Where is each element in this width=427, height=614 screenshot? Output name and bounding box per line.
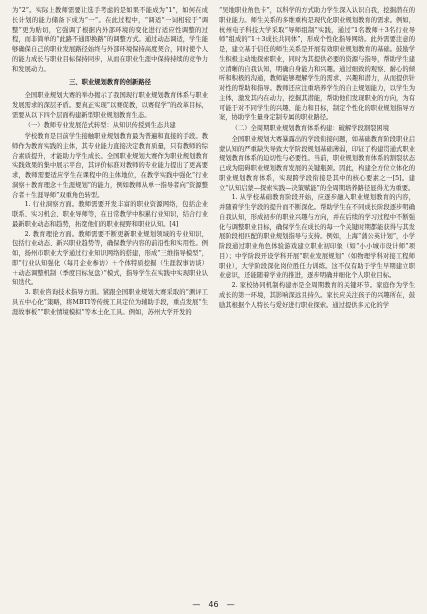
dash-left: — [192, 600, 201, 610]
left-column [12, 6, 208, 586]
right-column [219, 6, 415, 586]
paragraph: 为“2”。实际上教师需要让选手考虑的是如果不能成为“1”，如何在成长计划的能力储备下成为“一”。在此过程中，“调适”一词相较于“调整”更为贴切，它强调了根据内外部环境的变化进行适应性调整的过程，而非简单的“此路不通即换路”的调整方式。通过动态调适，学生能够确保自己的职业发展路径始终与外部环境保持高度契合，同时使个人的能力成长与职业目标保持同步，从而在职业生涯中保持持续的竞争力和发展动力。 [12, 7, 208, 73]
list-item: 3. 职业咨询技术指导方面。紧跟全国职业规划大赛采取的“测评工具五中心化”策略，将MBTI等传统工具定位为辅助手段，重点发展“生涯故事板”“职业情境模拟”等本土化工具。例如，苏州大学开发的 [12, 289, 208, 316]
page-number [0, 600, 427, 610]
two-column-body [12, 6, 415, 586]
dash-right: — [226, 600, 235, 610]
list-item: 1. 从学校基础教育阶段开始，应逐步融入职业规划教育的内容，并随着学生学段的提升而不断深化。帮助学生在不同成长阶段逐步明确自我认知，形成初步的职业兴趣与方向，并在后续的学习过程中不断强化与调整职业目标，确保学生在成长的每一个关键时期都能获得与其发展阶段相匹配的职业规划指导与支持。例如，上海“蒲公英计划”，小学阶段通过职业角色体验游戏建立职业初印象（如“小小城市设计师”项目）；中学阶段开设学科开展“职业发展规划”（如物理学科对接工程师职业），大学阶段深化岗位胜任力训练。这不仅有助于学生早期建立职业意识，还能随着学业的推进，逐步明确并细化个人职业目标。 [219, 194, 415, 280]
list-item: 2. 教育理论方面。教师需要不断更新职业规划领域的专业知识，包括行业动态、新兴职业趋势等，确保教学内容的前沿性和实用性。例如，扬州市职业大学通过行业知识网络的搭建，形成“三维指导模型”，即“行业认知强化（每月企业参访）＋个体特质挖掘（生涯叙事访谈）＋动态调整机制（季度目标复盘）”模式，指导学生在实践中实现职业认知迭代。 [12, 230, 208, 287]
subsection-heading: （二）全周期职业规划教育体系构建：破解学段割裂困境 [231, 125, 390, 132]
page-number-value: 46 [208, 600, 219, 610]
paragraph: “吴地职业角色卡”，以科学的方式助力学生深入认识自我，挖掘潜在的职业能力。师生关系的多维重构是现代化职业规划教育的需求。例如，杭州电子科技大学采取“导师组制”实践，通过“1名教师＋3名行业导师”组成的“1＋3成长共同体”，形成个性化指导网络。此外需要注意的是，建立基于信任的师生关系是开展有效职业规划教育的基础。鼓励学生积极主动地探索职业，同时为其提供必要的资源与指导，帮助学生建立清晰的自我认知，明确自身能力和兴趣。通过细致的观察、耐心的倾听和积极的沟通，教师能够理解学生的需求、兴趣和潜力，从而提供针对性的帮助和指导。教师还应注重培养学生的自主规划能力，以学生为主体，激发其内在动力，挖掘其潜能，帮助他们发现职业的方向，为有可能于对不同学生的兴趣、能力和目标，制定个性化的职业规划指导方案，协助学生量身定制专属的职业路径。 [219, 7, 415, 122]
list-item: 1. 行业洞察方面。教师需要开发丰富的职业资源网络，包括企业联系、实习机会、职业导师等，在日常教学中积累行业知识，结合行业最新职业动态和趋势，拓宽他们的职业视野和职业认知。[4] [12, 201, 208, 228]
paragraph: 全国职业规划大赛暴露出的学段衔接问题，如基础教育阶段职业启蒙认知的严重缺失导致大学阶段规划基础薄弱，印证了构建贯通式职业规划教育体系的迫切性与必要性。当前，职业规划教育体系的割裂状态已成为阻碍职业规划教育发展的关键瓶颈。因此，构建全方位立体化的职业规划教育体系，实现跨学段衔接是其中的核心要素之一[5]。建立“认知启蒙—探索实践—决策赋能”的全周期培养路径显得尤为重要。 [219, 135, 415, 192]
paragraph: 学校教育是目前学生接触职业规划教育最为普遍和直接的手段。教师作为教育实践的主体，其专业能力直接决定教育质量，只有教师的综合素质提升，才能助力学生成长。全国职业规划大赛作为职业规划教育实践效果的集中展示平台，其评价标准对教师的专业能力提出了更高要求，教师需要适应学生在课程中的主体地位，在教学实践中强化“行业洞察＋教育理念＋生涯规划”的能力，例如教师从单一指导者向“资源整合者＋生涯导师”双重角色转型。 [12, 133, 208, 199]
list-item: 2. 家校协同机制构建亦是全周期教育的关键环节。家庭作为学生成长的第一环境，其影响深远且持久。家长应关注孩子的兴趣所在，鼓励其根据个人特长与爱好进行职业探索。通过提供多元化的学 [219, 282, 415, 309]
subsection-heading: （一）教师专业发展范式转型：从知识传授到生态共建 [24, 122, 176, 130]
paragraph: 全国职业规划大赛的举办揭示了我国现行职业规划教育体系与职业发展需求的深层矛盾。要真正实现“以赛促教，以赛促学”的改革目标，需要从以下四个层面构建新型职业规划教育生态。 [12, 92, 208, 119]
section-heading: 三、职业规划教育的创新路径 [69, 79, 151, 87]
